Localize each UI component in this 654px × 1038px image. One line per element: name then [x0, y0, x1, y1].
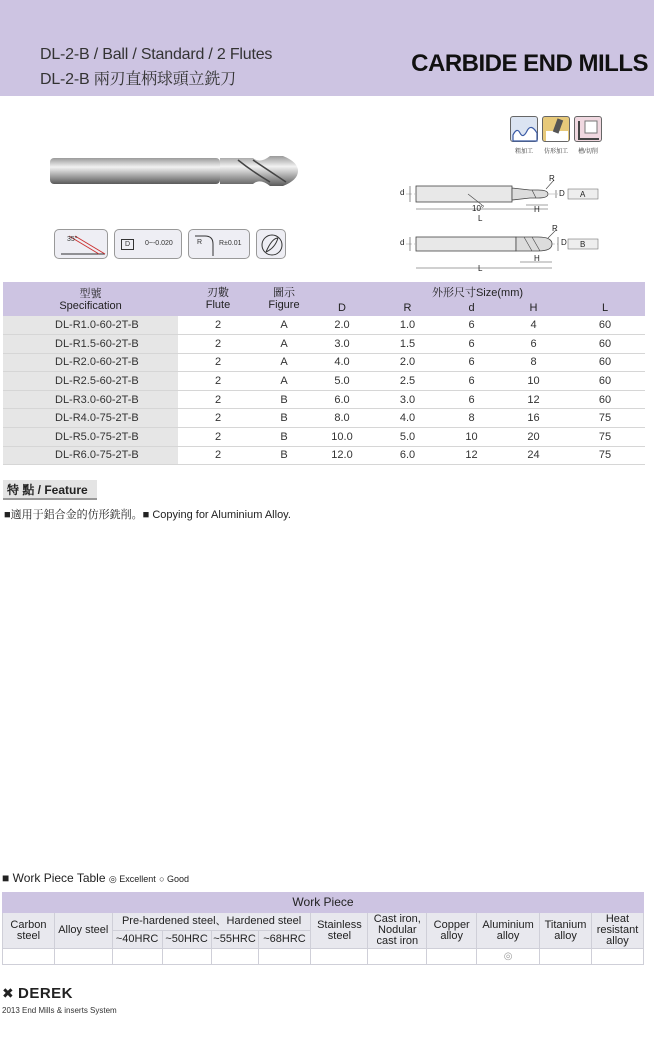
cell-r: 1.5	[374, 335, 441, 354]
cell-spec: DL-R2.5-60-2T-B	[3, 372, 178, 391]
cell-r: 1.0	[374, 316, 441, 335]
dim-big-d-label: D	[559, 189, 565, 198]
col-carbon-steel: Carbon steel	[3, 913, 55, 949]
cell-h: 24	[502, 446, 565, 465]
col-titanium-alloy: Titanium alloy	[540, 913, 592, 949]
cell-spec: DL-R2.0-60-2T-B	[3, 353, 178, 372]
cell-l: 60	[565, 316, 645, 335]
col-aluminium-alloy: Aluminium alloy	[477, 913, 540, 949]
table-row	[3, 409, 645, 428]
col-hrc-55: ~55HRC	[211, 931, 258, 949]
dim-angle-label: 10°	[472, 204, 485, 213]
rough-cut-icon	[510, 116, 538, 142]
helix-angle-badge	[54, 229, 108, 259]
tolerance-badge	[114, 229, 182, 259]
cell-d: 12	[441, 446, 502, 465]
col-hrc-40: ~40HRC	[112, 931, 162, 949]
workpiece-title-text: ■ Work Piece Table	[2, 871, 106, 885]
tolerance-symbol: D	[121, 239, 134, 250]
table-row	[3, 372, 645, 391]
cell-figure: A	[258, 353, 310, 372]
cell-l: 75	[565, 409, 645, 428]
legend-good: ○ Good	[159, 874, 190, 884]
side-cut-icon	[574, 116, 602, 142]
col-heat-resistant: Heat resistant alloy	[591, 913, 643, 949]
product-line-en: DL-2-B / Ball / Standard / 2 Flutes	[40, 46, 273, 63]
cell-d: 8.0	[310, 409, 374, 428]
rating-cell	[591, 949, 643, 965]
workpiece-title	[2, 871, 189, 885]
cell-d: 12.0	[310, 446, 374, 465]
cell-flute: 2	[178, 428, 258, 447]
cell-d: 6.0	[310, 390, 374, 409]
dim-big-d-label-b: D	[561, 238, 567, 247]
cell-l: 60	[565, 353, 645, 372]
rating-cell	[540, 949, 592, 965]
cell-d: 8	[441, 409, 502, 428]
header-flute-en: Flute	[205, 299, 231, 311]
cell-r: 4.0	[374, 409, 441, 428]
table-row	[3, 390, 645, 409]
rating-cell	[162, 949, 211, 965]
drawing-figure-b	[398, 224, 603, 281]
header-specification	[3, 282, 178, 316]
cell-d: 6	[441, 353, 502, 372]
header-d-small: d	[441, 299, 502, 316]
legend-excellent: ◎ Excellent	[108, 874, 156, 884]
header-spec-zh: 型號	[79, 288, 102, 300]
header-flute-zh: 刃數	[207, 287, 229, 299]
radius-value: R±0.01	[219, 240, 242, 247]
page-header	[0, 0, 654, 96]
cell-r: 3.0	[374, 390, 441, 409]
copy-milling-icon	[542, 116, 570, 142]
dim-r-label: R	[549, 174, 555, 183]
process-label-rough: 粗加工	[514, 149, 533, 155]
cell-spec: DL-R1.5-60-2T-B	[3, 335, 178, 354]
cell-flute: 2	[178, 335, 258, 354]
end-mill-image	[48, 152, 300, 190]
cell-l: 75	[565, 428, 645, 447]
col-hrc-50: ~50HRC	[162, 931, 211, 949]
cell-h: 4	[502, 316, 565, 335]
workpiece-rating-row	[3, 949, 644, 965]
dim-d-label-b: d	[400, 238, 405, 247]
figure-b-tag: B	[580, 240, 586, 249]
header-h: H	[502, 299, 565, 316]
helix-angle-value: 35°	[67, 236, 78, 243]
cell-r: 6.0	[374, 446, 441, 465]
cell-spec: DL-R1.0-60-2T-B	[3, 316, 178, 335]
table-row	[3, 335, 645, 354]
table-row	[3, 428, 645, 447]
rating-cell	[427, 949, 477, 965]
cell-h: 8	[502, 353, 565, 372]
cell-flute: 2	[178, 446, 258, 465]
dim-h-label-b: H	[534, 254, 540, 263]
header-figure-en: Figure	[268, 299, 300, 311]
radius-tolerance-badge	[188, 229, 250, 259]
cell-d: 6	[441, 335, 502, 354]
cell-figure: B	[258, 428, 310, 447]
cell-d: 6	[441, 390, 502, 409]
derek-logo-text: DEREK	[18, 985, 74, 1002]
col-hardened-group: Pre-hardened steel、Hardened steel	[112, 913, 311, 931]
ball-nose-badge	[256, 229, 286, 259]
rating-cell	[258, 949, 311, 965]
cell-l: 60	[565, 390, 645, 409]
cell-d: 2.0	[310, 316, 374, 335]
cell-spec: DL-R6.0-75-2T-B	[3, 446, 178, 465]
cell-r: 2.5	[374, 372, 441, 391]
drawing-figure-a	[398, 172, 603, 229]
col-hrc-68: ~68HRC	[258, 931, 311, 949]
cell-d: 4.0	[310, 353, 374, 372]
cell-d: 3.0	[310, 335, 374, 354]
rating-cell	[3, 949, 55, 965]
cell-spec: DL-R3.0-60-2T-B	[3, 390, 178, 409]
dim-l-label-b: L	[478, 264, 483, 273]
rating-cell	[311, 949, 368, 965]
dim-d-label: d	[400, 188, 405, 197]
col-copper-alloy: Copper alloy	[427, 913, 477, 949]
cell-h: 12	[502, 390, 565, 409]
rating-cell	[112, 949, 162, 965]
header-spec-en: Specification	[59, 300, 122, 312]
cell-l: 60	[565, 372, 645, 391]
workpiece-table	[2, 892, 644, 965]
cell-l: 75	[565, 446, 645, 465]
workpiece-group-header: Work Piece	[3, 893, 644, 913]
cell-d: 6	[441, 372, 502, 391]
dim-l-label: L	[478, 214, 483, 223]
table-row	[3, 316, 645, 335]
derek-logo-mark-icon: ✖	[2, 985, 15, 1001]
header-l: L	[565, 299, 645, 316]
cell-r: 2.0	[374, 353, 441, 372]
tolerance-value: 0~-0.020	[145, 240, 173, 247]
rating-cell	[54, 949, 112, 965]
cell-spec: DL-R5.0-75-2T-B	[3, 428, 178, 447]
rating-cell	[368, 949, 427, 965]
dim-h-label: H	[534, 205, 540, 214]
cell-figure: B	[258, 446, 310, 465]
figure-a-tag: A	[580, 190, 586, 199]
header-size-group: 外形尺寸Size(mm)	[310, 282, 645, 299]
cell-l: 60	[565, 335, 645, 354]
cell-d: 10.0	[310, 428, 374, 447]
cell-h: 20	[502, 428, 565, 447]
cell-h: 6	[502, 335, 565, 354]
cell-flute: 2	[178, 353, 258, 372]
rating-cell: ◎	[477, 949, 540, 965]
specification-table	[3, 282, 645, 465]
cell-figure: A	[258, 335, 310, 354]
header-flute	[178, 282, 258, 316]
cell-flute: 2	[178, 316, 258, 335]
footer-subtitle: 2013 End Mills & inserts System	[2, 1006, 117, 1015]
cell-flute: 2	[178, 390, 258, 409]
col-stainless-steel: Stainless steel	[311, 913, 368, 949]
rating-cell	[211, 949, 258, 965]
header-figure	[258, 282, 310, 316]
table-row	[3, 353, 645, 372]
derek-logo	[2, 985, 73, 1002]
cell-figure: A	[258, 372, 310, 391]
process-label-side: 槽/切削	[578, 149, 598, 155]
feature-text: ■適用于鋁合金的仿形銑削。■ Copying for Aluminium Alloy.	[4, 509, 291, 521]
cell-spec: DL-R4.0-75-2T-B	[3, 409, 178, 428]
header-r: R	[374, 299, 441, 316]
dim-r-label-b: R	[552, 224, 558, 233]
process-label-copy: 仿形加工	[543, 149, 568, 155]
cell-r: 5.0	[374, 428, 441, 447]
cell-figure: A	[258, 316, 310, 335]
cell-d: 10	[441, 428, 502, 447]
cell-h: 16	[502, 409, 565, 428]
col-cast-iron: Cast iron, Nodular cast iron	[368, 913, 427, 949]
header-d-big: D	[310, 299, 374, 316]
cell-flute: 2	[178, 409, 258, 428]
product-line-zh: DL-2-B 兩刃直柄球頭立銑刀	[40, 71, 236, 88]
page-title: CARBIDE END MILLS	[411, 50, 648, 77]
cell-figure: B	[258, 390, 310, 409]
cell-figure: B	[258, 409, 310, 428]
feature-heading: 特 點 / Feature	[3, 480, 97, 500]
cell-d: 6	[441, 316, 502, 335]
radius-symbol: R	[197, 239, 203, 246]
table-row	[3, 446, 645, 465]
cell-flute: 2	[178, 372, 258, 391]
col-alloy-steel: Alloy steel	[54, 913, 112, 949]
header-figure-zh: 圖示	[273, 287, 295, 299]
cell-d: 5.0	[310, 372, 374, 391]
cell-h: 10	[502, 372, 565, 391]
